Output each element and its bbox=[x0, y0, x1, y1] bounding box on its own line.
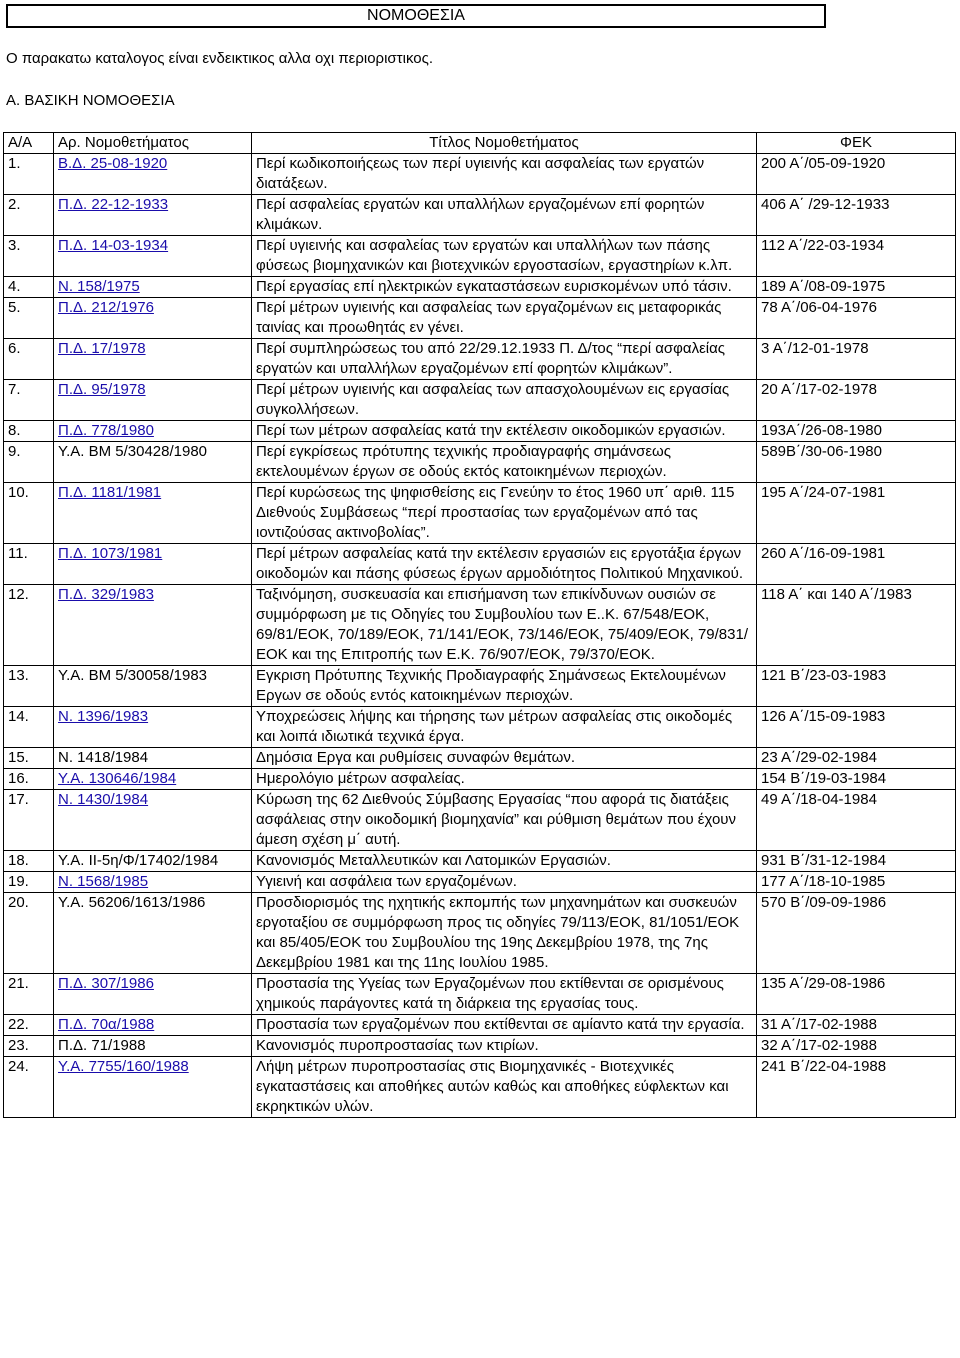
section-heading: Α. ΒΑΣΙΚΗ ΝΟΜΟΘΕΣΙΑ bbox=[6, 92, 175, 109]
row-title: Περί εργασίας επί ηλεκτρικών εγκαταστάσεων ευρισκομένων υπό τάσιν. bbox=[252, 277, 757, 298]
row-number: 4. bbox=[4, 277, 54, 298]
row-title: Περί των μέτρων ασφαλείας κατά την εκτέλεσιν οικοδομικών εργασιών. bbox=[252, 421, 757, 442]
row-act-cell bbox=[54, 339, 252, 380]
row-act-cell bbox=[54, 666, 252, 707]
row-title: Περί εγκρίσεως πρότυπης τεχνικής προδιαγραφής σημάνσεως εκτελουμένων έργων σε οδούς εκτός κατοικημένων περιοχών. bbox=[252, 442, 757, 483]
row-number: 20. bbox=[4, 893, 54, 974]
table-row bbox=[4, 421, 956, 442]
table-body bbox=[4, 154, 956, 1118]
act-link[interactable]: Π.Δ. 95/1978 bbox=[58, 381, 146, 398]
act-link[interactable]: Π.Δ. 17/1978 bbox=[58, 340, 146, 357]
row-title: Κανονισμός Μεταλλευτικών και Λατομικών Εργασιών. bbox=[252, 851, 757, 872]
row-fek: 589Β΄/30-06-1980 bbox=[757, 442, 956, 483]
row-fek: 78 Α΄/06-04-1976 bbox=[757, 298, 956, 339]
row-fek: 20 Α΄/17-02-1978 bbox=[757, 380, 956, 421]
row-act-cell bbox=[54, 769, 252, 790]
act-text: Υ.Α. 56206/1613/1986 bbox=[58, 894, 206, 911]
row-title: Περί μέτρων υγιεινής και ασφαλείας των εργαζομένων εις μεταφορικάς ταινίας και προωθητάς εν γένει. bbox=[252, 298, 757, 339]
act-text: Υ.Α. ΒΜ 5/30058/1983 bbox=[58, 667, 208, 684]
act-link[interactable]: Π.Δ. 778/1980 bbox=[58, 422, 154, 439]
row-act-cell bbox=[54, 872, 252, 893]
table-row bbox=[4, 1036, 956, 1057]
act-link[interactable]: Ν. 1568/1985 bbox=[58, 873, 149, 890]
table-row bbox=[4, 1015, 956, 1036]
row-number: 10. bbox=[4, 483, 54, 544]
row-title: Κύρωση της 62 Διεθνούς Σύμβασης Εργασίας “που αφορά τις διατάξεις ασφάλειας στην οικοδομική βιομηχανία” και ρύθμιση θεμάτων που έχουν άμεση σχέση μ΄ αυτή. bbox=[252, 790, 757, 851]
row-act-cell bbox=[54, 236, 252, 277]
row-number: 23. bbox=[4, 1036, 54, 1057]
table-row bbox=[4, 585, 956, 666]
row-title: Εγκριση Πρότυπης Τεχνικής Προδιαγραφής Σημάνσεως Εκτελουμένων Εργων σε οδούς εντός κατοικημένων περιοχών. bbox=[252, 666, 757, 707]
row-act-cell bbox=[54, 483, 252, 544]
row-title: Ημερολόγιο μέτρων ασφαλείας. bbox=[252, 769, 757, 790]
row-title: Περί ασφαλείας εργατών και υπαλλήλων εργαζομένων επί φορητών κλιμάκων. bbox=[252, 195, 757, 236]
table-row bbox=[4, 707, 956, 748]
row-fek: 121 Β΄/23-03-1983 bbox=[757, 666, 956, 707]
row-fek: 126 Α΄/15-09-1983 bbox=[757, 707, 956, 748]
row-act-cell bbox=[54, 851, 252, 872]
row-act-cell bbox=[54, 544, 252, 585]
table-row bbox=[4, 872, 956, 893]
row-number: 19. bbox=[4, 872, 54, 893]
row-title: Περί μέτρων ασφαλείας κατά την εκτέλεσιν εργασιών εις εργοτάξια έργων οικοδομών και πάσης φύσεως έργων αρμοδιότητος Πολιτικού Μηχανικού. bbox=[252, 544, 757, 585]
row-act-cell bbox=[54, 1015, 252, 1036]
row-act-cell bbox=[54, 195, 252, 236]
act-link[interactable]: Π.Δ. 1181/1981 bbox=[58, 484, 162, 501]
row-number: 16. bbox=[4, 769, 54, 790]
row-number: 7. bbox=[4, 380, 54, 421]
table-row bbox=[4, 769, 956, 790]
row-number: 11. bbox=[4, 544, 54, 585]
row-title: Προσδιορισμός της ηχητικής εκπομπής των μηχανημάτων και συσκευών εργοταξίου σε συμμόρφωση προς τις οδηγίες 79/113/ΕΟΚ, 81/1051/ΕΟΚ και 85/405/ΕΟΚ του Συμβουλίου της 19ης Δεκεμβρίου 1978, της 7ης Δεκεμβρίου 1981 και της 11ης Ιουλίου 1985. bbox=[252, 893, 757, 974]
row-fek: 260 Α΄/16-09-1981 bbox=[757, 544, 956, 585]
row-act-cell bbox=[54, 1036, 252, 1057]
act-link[interactable]: Π.Δ. 1073/1981 bbox=[58, 545, 163, 562]
row-title: Περί συμπληρώσεως του από 22/29.12.1933 Π. Δ/τος “περί ασφαλείας εργατών και υπαλλήλων εργαζομένων επί φορητών κλιμάκων”. bbox=[252, 339, 757, 380]
row-fek: 195 Α΄/24-07-1981 bbox=[757, 483, 956, 544]
row-title: Λήψη μέτρων πυροπροστασίας στις Βιομηχανικές - Βιοτεχνικές εγκαταστάσεις και αποθήκες αυτών καθώς και αποθήκες εύφλεκτων και εκρηκτικών υλών. bbox=[252, 1057, 757, 1118]
row-act-cell bbox=[54, 893, 252, 974]
row-number: 8. bbox=[4, 421, 54, 442]
intro-text: Ο παρακατω καταλογος είναι ενδεικτικος αλλα οχι περιοριστικος. bbox=[6, 50, 433, 67]
row-number: 22. bbox=[4, 1015, 54, 1036]
row-title: Περί κωδικοποιήςεως των περί υγιεινής και ασφαλείας των εργατών διατάξεων. bbox=[252, 154, 757, 195]
row-number: 5. bbox=[4, 298, 54, 339]
row-title: Υγιεινή και ασφάλεια των εργαζομένων. bbox=[252, 872, 757, 893]
table-row bbox=[4, 154, 956, 195]
row-fek: 135 Α΄/29-08-1986 bbox=[757, 974, 956, 1015]
header-title: Τίτλος Νομοθετήματος bbox=[252, 133, 757, 154]
row-number: 9. bbox=[4, 442, 54, 483]
row-fek: 3 Α΄/12-01-1978 bbox=[757, 339, 956, 380]
act-link[interactable]: Υ.Α. 130646/1984 bbox=[58, 770, 177, 787]
row-fek: 189 Α΄/08-09-1975 bbox=[757, 277, 956, 298]
row-number: 15. bbox=[4, 748, 54, 769]
table-row bbox=[4, 380, 956, 421]
act-link[interactable]: Π.Δ. 212/1976 bbox=[58, 299, 154, 316]
row-act-cell bbox=[54, 421, 252, 442]
header-act: Αρ. Νομοθετήματος bbox=[54, 133, 252, 154]
act-text: Υ.Α. ΙΙ-5η/Φ/17402/1984 bbox=[58, 852, 219, 869]
row-act-cell bbox=[54, 277, 252, 298]
row-number: 21. bbox=[4, 974, 54, 1015]
row-title: Κανονισμός πυροπροστασίας των κτιρίων. bbox=[252, 1036, 757, 1057]
row-fek: 118 Α΄ και 140 Α΄/1983 bbox=[757, 585, 956, 666]
act-link[interactable]: Β.Δ. 25-08-1920 bbox=[58, 155, 168, 172]
row-fek: 32 Α΄/17-02-1988 bbox=[757, 1036, 956, 1057]
row-fek: 406 Α΄ /29-12-1933 bbox=[757, 195, 956, 236]
table-header-row bbox=[4, 133, 956, 154]
row-fek: 241 Β΄/22-04-1988 bbox=[757, 1057, 956, 1118]
row-number: 14. bbox=[4, 707, 54, 748]
act-link[interactable]: Ν. 158/1975 bbox=[58, 278, 140, 295]
row-act-cell bbox=[54, 298, 252, 339]
row-act-cell bbox=[54, 707, 252, 748]
row-number: 18. bbox=[4, 851, 54, 872]
row-act-cell bbox=[54, 748, 252, 769]
row-act-cell bbox=[54, 790, 252, 851]
header-no: Α/Α bbox=[4, 133, 54, 154]
table-row bbox=[4, 298, 956, 339]
row-number: 3. bbox=[4, 236, 54, 277]
row-fek: 193Α΄/26-08-1980 bbox=[757, 421, 956, 442]
row-title: Προστασία των εργαζομένων που εκτίθενται σε αμίαντο κατά την εργασία. bbox=[252, 1015, 757, 1036]
table-row bbox=[4, 195, 956, 236]
act-link[interactable]: Ν. 1396/1983 bbox=[58, 708, 149, 725]
row-fek: 200 Α΄/05-09-1920 bbox=[757, 154, 956, 195]
table-row bbox=[4, 236, 956, 277]
table-row bbox=[4, 893, 956, 974]
act-text: Π.Δ. 71/1988 bbox=[58, 1037, 146, 1054]
table-row bbox=[4, 974, 956, 1015]
act-link[interactable]: Π.Δ. 70α/1988 bbox=[58, 1016, 155, 1033]
row-title: Προστασία της Υγείας των Εργαζομένων που εκτίθενται σε ορισμένους χημικούς παράγοντες κατά τη διάρκεια της εργασίας τους. bbox=[252, 974, 757, 1015]
row-title: Περί μέτρων υγιεινής και ασφαλείας των απασχολουμένων εις εργασίας συγκολλήσεων. bbox=[252, 380, 757, 421]
table-row bbox=[4, 483, 956, 544]
row-number: 6. bbox=[4, 339, 54, 380]
act-link[interactable]: Π.Δ. 22-12-1933 bbox=[58, 196, 169, 213]
table-row bbox=[4, 1057, 956, 1118]
act-link[interactable]: Π.Δ. 307/1986 bbox=[58, 975, 154, 992]
row-fek: 931 Β΄/31-12-1984 bbox=[757, 851, 956, 872]
table-row bbox=[4, 748, 956, 769]
table-row bbox=[4, 277, 956, 298]
header-fek: ΦΕΚ bbox=[757, 133, 956, 154]
act-text: Υ.Α. ΒΜ 5/30428/1980 bbox=[58, 443, 208, 460]
row-fek: 23 Α΄/29-02-1984 bbox=[757, 748, 956, 769]
act-link[interactable]: Π.Δ. 329/1983 bbox=[58, 586, 154, 603]
row-act-cell bbox=[54, 974, 252, 1015]
table-row bbox=[4, 339, 956, 380]
row-title: Περί υγιεινής και ασφαλείας των εργατών και υπαλλήλων των πάσης φύσεως βιομηχανικών και βιοτεχνικών εργοστασίων, εργαστηρίων κ.λπ. bbox=[252, 236, 757, 277]
row-fek: 177 Α΄/18-10-1985 bbox=[757, 872, 956, 893]
row-number: 17. bbox=[4, 790, 54, 851]
act-link[interactable]: Υ.Α. 7755/160/1988 bbox=[58, 1058, 189, 1075]
row-fek: 112 Α΄/22-03-1934 bbox=[757, 236, 956, 277]
row-act-cell bbox=[54, 1057, 252, 1118]
table-row bbox=[4, 790, 956, 851]
row-number: 13. bbox=[4, 666, 54, 707]
row-fek: 31 Α΄/17-02-1988 bbox=[757, 1015, 956, 1036]
row-number: 1. bbox=[4, 154, 54, 195]
row-fek: 570 Β΄/09-09-1986 bbox=[757, 893, 956, 974]
page-title: ΝΟΜΟΘΕΣΙΑ bbox=[6, 4, 826, 28]
row-act-cell bbox=[54, 380, 252, 421]
table-row bbox=[4, 544, 956, 585]
row-fek: 154 Β΄/19-03-1984 bbox=[757, 769, 956, 790]
row-act-cell bbox=[54, 154, 252, 195]
legislation-table bbox=[3, 132, 956, 1118]
row-title: Περί κυρώσεως της ψηφισθείσης εις Γενεύην το έτος 1960 υπ΄ αριθ. 115 Διεθνούς Συμβάσεως “περί προστασίας των εργαζομένων από τας ιοντιζούσας ακτινοβολίας”. bbox=[252, 483, 757, 544]
row-title: Ταξινόμηση, συσκευασία και επισήμανση των επικίνδυνων ουσιών σε συμμόρφωση με τις Οδηγίες του Συμβουλίου των Ε..Κ. 67/548/ΕΟΚ, 69/81/ΕΟΚ, 70/189/ΕΟΚ, 71/141/ΕΟΚ, 73/146/ΕΟΚ, 75/409/ΕΟΚ, 79/831/ΕΟΚ και της Επιτροπής των Ε.Κ. 76/907/ΕΟΚ, 79/370/ΕΟΚ. bbox=[252, 585, 757, 666]
row-act-cell bbox=[54, 585, 252, 666]
table-row bbox=[4, 442, 956, 483]
table-row bbox=[4, 851, 956, 872]
table-row bbox=[4, 666, 956, 707]
act-link[interactable]: Π.Δ. 14-03-1934 bbox=[58, 237, 169, 254]
row-title: Υποχρεώσεις λήψης και τήρησης των μέτρων ασφαλείας στις οικοδομές και λοιπά ιδιωτικά τεχνικά έργα. bbox=[252, 707, 757, 748]
row-number: 12. bbox=[4, 585, 54, 666]
act-link[interactable]: Ν. 1430/1984 bbox=[58, 791, 149, 808]
row-title: Δημόσια Εργα και ρυθμίσεις συναφών θεμάτων. bbox=[252, 748, 757, 769]
row-act-cell bbox=[54, 442, 252, 483]
row-number: 2. bbox=[4, 195, 54, 236]
act-text: Ν. 1418/1984 bbox=[58, 749, 149, 766]
row-number: 24. bbox=[4, 1057, 54, 1118]
row-fek: 49 Α΄/18-04-1984 bbox=[757, 790, 956, 851]
